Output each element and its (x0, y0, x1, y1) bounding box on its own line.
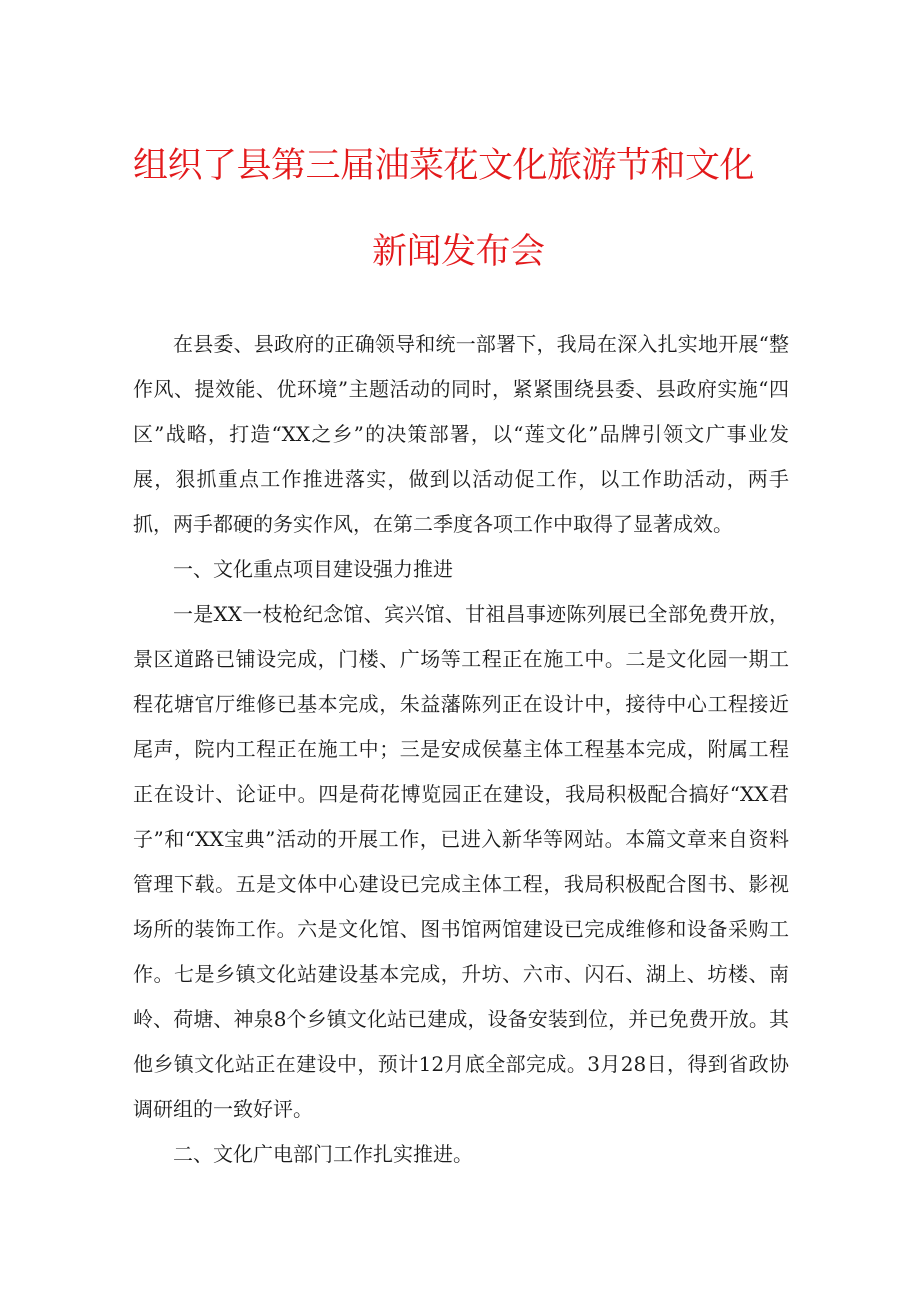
intro-paragraph: 在县委、县政府的正确领导和统一部署下，我局在深入扎实地开展“整作风、提效能、优环境”主题活动的同时，紧紧围绕县委、县政府实施“四区”战略，打造“XX之乡”的决策部署，以“莲文化”品牌引领文广事业发展，狠抓重点工作推进落实，做到以活动促工作，以工作助活动，两手抓，两手都硬的务实作风，在第二季度各项工作中取得了显著成效。 (133, 332, 789, 536)
section-heading-1: 一、文化重点项目建设强力推进 (173, 557, 453, 581)
document-body (133, 322, 789, 1177)
document-title-line-1: 组织了县第三届油菜花文化旅游节和文化 (133, 146, 755, 186)
document-title-line-2: 新闻发布会 (372, 232, 545, 272)
section-1-paragraph: 一是XX一枝枪纪念馆、宾兴馆、甘祖昌事迹陈列展已全部免费开放，景区道路已铺设完成，门楼、广场等工程正在施工中。二是文化园一期工程花塘官厅维修已基本完成，朱益藩陈列正在设计中，接待中心工程接近尾声，院内工程正在施工中；三是安成侯墓主体工程基本完成，附属工程正在设计、论证中。四是荷花博览园正在建设，我局积极配合搞好“XX君子”和“XX宝典”活动的开展工作，已进入新华等网站。本篇文章来自资料管理下载。五是文体中心建设已完成主体工程，我局积极配合图书、影视场所的装饰工作。六是文化馆、图书馆两馆建设已完成维修和设备采购工作。七是乡镇文化站建设基本完成，升坊、六市、闪石、湖上、坊楼、南岭、荷塘、神泉8个乡镇文化站已建成，设备安装到位，并已免费开放。其他乡镇文化站正在建设中，预计12月底全部完成。3月28日，得到省政协调研组的一致好评。 (133, 602, 789, 1121)
section-heading-2: 二、文化广电部门工作扎实推进。 (173, 1142, 473, 1166)
